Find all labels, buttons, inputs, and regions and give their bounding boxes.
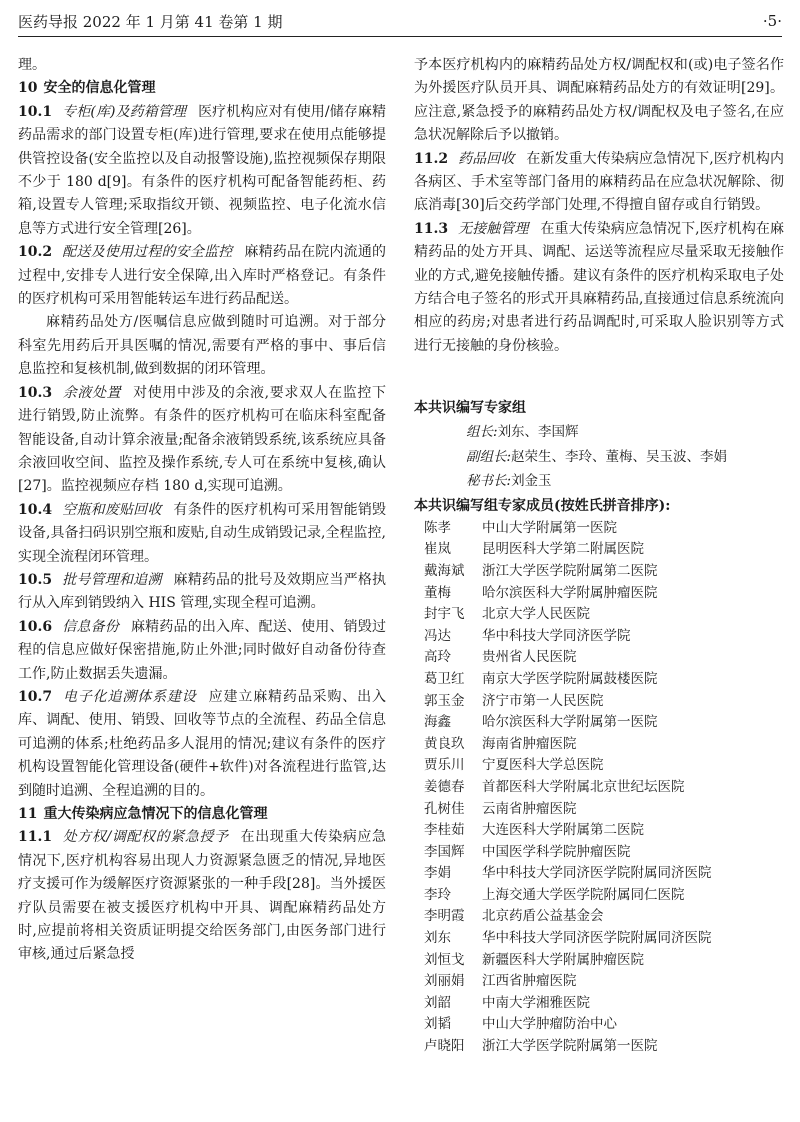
member-row [414, 928, 784, 950]
member-row [414, 950, 784, 972]
role-line [414, 469, 784, 494]
paragraph: 麻精药品处方/医嘱信息应做到随时可追溯。对于部分科室先用药后开具医嘱的情况,需要有严格的事中、事后信息监控和复核机制,做到数据的闭环管理。 [18, 314, 386, 378]
role-line [414, 445, 784, 470]
member-row [414, 561, 784, 583]
member-name: 李娟 [424, 865, 451, 882]
subsection-10-4: 10.4 空瓶和废贴回收 有条件的医疗机构可采用智能销毁设备,具备扫码识别空瓶和废贴,自动生成销毁记录,全程监控,实现全流程闭环管理。 [18, 501, 387, 565]
member-affiliation: 中国医学科学院肿瘤医院 [482, 843, 631, 860]
member-affiliation: 华中科技大学同济医学院附属同济医院 [482, 930, 712, 947]
member-name: 黄良玖 [424, 735, 465, 752]
member-affiliation: 贵州省人民医院 [482, 649, 577, 666]
member-row [414, 755, 784, 777]
member-row [414, 1014, 784, 1036]
member-affiliation: 宁夏医科大学总医院 [482, 757, 604, 774]
member-name: 卢晓阳 [424, 1038, 465, 1055]
member-name: 冯达 [424, 627, 451, 644]
subsection-10-5: 10.5 批号管理和追溯 麻精药品的批号及效期应当严格执行从入库到销毁纳入 HIS 管理,实现全程可追溯。 [18, 571, 387, 612]
member-name: 郭玉金 [424, 692, 465, 709]
member-row [414, 842, 784, 864]
member-name: 刘韬 [424, 1016, 451, 1033]
member-affiliation: 华中科技大学同济医学院附属同济医院 [482, 865, 712, 882]
member-affiliation: 南京大学医学院附属鼓楼医院 [482, 670, 658, 687]
role-names: 赵荣生、李玲、董梅、吴玉波、李娟 [511, 448, 728, 465]
member-row [414, 971, 784, 993]
member-row [414, 647, 784, 669]
member-affiliation: 浙江大学医学院附属第一医院 [482, 1038, 658, 1055]
member-affiliation: 北京药盾公益基金会 [482, 908, 604, 925]
member-affiliation: 济宁市第一人民医院 [482, 692, 604, 709]
member-list [414, 518, 784, 1058]
member-name: 陈孝 [424, 519, 451, 536]
member-row [414, 799, 784, 821]
member-name: 葛卫红 [424, 670, 465, 687]
role-label: 秘书长: [466, 473, 512, 490]
member-name: 李桂茹 [424, 822, 465, 839]
member-row [414, 777, 784, 799]
subsection-11-2: 11.2 药品回收 在新发重大传染病应急情况下,医疗机构内各病区、手术室等部门备用的麻精药品在应急状况解除、彻底消毒[30]后交药学部门处理,不得擅自留存或自行销毁。 [414, 150, 784, 214]
member-affiliation: 中南大学湘雅医院 [482, 994, 590, 1011]
member-affiliation: 哈尔滨医科大学附属肿瘤医院 [482, 584, 658, 601]
member-name: 刘恒戈 [424, 951, 465, 968]
member-name: 姜德春 [424, 778, 465, 795]
member-name: 孔树佳 [424, 800, 465, 817]
member-name: 李明霞 [424, 908, 465, 925]
member-row [414, 712, 784, 734]
member-affiliation: 上海交通大学医学院附属同仁医院 [482, 886, 685, 903]
role-names: 刘东、李国辉 [497, 424, 579, 441]
member-affiliation: 首都医科大学附属北京世纪坛医院 [482, 778, 685, 795]
spacer [414, 358, 784, 396]
member-affiliation: 江西省肿瘤医院 [482, 973, 577, 990]
member-name: 刘丽娟 [424, 973, 465, 990]
subsection-11-3: 11.3 无接触管理 在重大传染病应急情况下,医疗机构在麻精药品的处方开具、调配、运送等流程应尽量采取无接触作业的方式,避免接触传播。建议有条件的医疗机构采取电子处方结合电子签名的形式开具麻精药品,直接通过信息系统流向相应的药房;对患者进行药品调配时,可采取人脸识别等方式进行无接触的身份核验。 [414, 220, 784, 354]
left-column [18, 54, 386, 967]
member-affiliation: 昆明医科大学第二附属医院 [482, 541, 644, 558]
role-names: 刘金玉 [511, 473, 552, 490]
member-name: 海鑫 [424, 714, 451, 731]
right-column [414, 54, 784, 1058]
subsection-10-6: 10.6 信息备份 麻精药品的出入库、配送、使用、销毁过程的信息应做好保密措施,防止外泄;同时做好自动备份待查工作,防止数据丢失遗漏。 [18, 618, 387, 682]
member-row [414, 863, 784, 885]
members-title: 本共识编写组专家成员(按姓氏拼音排序): [414, 497, 671, 514]
member-affiliation: 哈尔滨医科大学附属第一医院 [482, 714, 658, 731]
running-header [18, 6, 782, 37]
member-row [414, 539, 784, 561]
section-heading-10: 10 安全的信息化管理 [18, 80, 156, 97]
role-line [414, 420, 784, 445]
section-heading-11: 11 重大传染病应急情况下的信息化管理 [18, 806, 268, 822]
member-name: 李国辉 [424, 843, 465, 860]
member-row [414, 518, 784, 540]
member-affiliation: 浙江大学医学院附属第二医院 [482, 562, 658, 579]
member-name: 戴海斌 [424, 562, 465, 579]
member-row [414, 734, 784, 756]
member-row [414, 885, 784, 907]
member-name: 高玲 [424, 649, 451, 666]
subsection-10-7: 10.7 电子化追溯体系建设 应建立麻精药品采购、出入库、调配、使用、销毁、回收等节点的全流程、药品全信息可追溯的体系;杜绝药品多人混用的情况;建议有条件的医疗机构设置智能化管理设备(硬件+软件)对各流程进行监管,达到随时追溯、全程追溯的目的。 [18, 688, 387, 799]
member-name: 刘韶 [424, 994, 451, 1011]
member-row [414, 669, 784, 691]
member-row [414, 993, 784, 1015]
member-row [414, 1036, 784, 1058]
member-name: 崔岚 [424, 541, 451, 558]
member-row [414, 583, 784, 605]
subsection-10-2: 10.2 配送及使用过程的安全监控 麻精药品在院内流通的过程中,安排专人进行安全保障,出入库时严格登记。有条件的医疗机构可采用智能转运车进行药品配送。 [18, 244, 387, 308]
member-row [414, 626, 784, 648]
subsection-11-1: 11.1 处方权/调配权的紧急授予 在出现重大传染病应急情况下,医疗机构容易出现人力资源紧急匮乏的情况,异地医疗支援可作为缓解医疗资源紧张的一种手段[28]。当外援医疗队员需要在被支援医疗机构中开具、调配麻精药品处方时,应提前将相关资质证明提交给医务部门,由医务部门进行审核,通过后紧急授 [18, 829, 386, 963]
role-list [414, 420, 784, 494]
member-name: 刘东 [424, 930, 451, 947]
member-affiliation: 海南省肿瘤医院 [482, 735, 577, 752]
member-affiliation: 新疆医科大学附属肿瘤医院 [482, 951, 644, 968]
member-name: 董梅 [424, 584, 451, 601]
member-row [414, 691, 784, 713]
subsection-10-1: 10.1 专柜(库)及药箱管理 医疗机构应对有使用/储存麻精药品需求的部门设置专柜(库)进行管理,要求在使用点能够提供管控设备(安全监控以及自动报警设施),监控视频保存期限不少于 180 d[9]。有条件的医疗机构可配备智能药柜、药箱,设置专人管理;采取指纹开锁、视频监控、电子化流水信息等方式进行安全管理[26]。 [18, 103, 386, 237]
expert-group-title: 本共识编写专家组 [414, 400, 526, 417]
role-label: 副组长: [466, 448, 512, 465]
subsection-10-3: 10.3 余液处置 对使用中涉及的余液,要求双人在监控下进行销毁,防止流弊。有条件的医疗机构可在临床科室配备智能设备,自动计算余液量;配备余液销毁系统,该系统应具备余液回收空间、监控及操作系统,专人可在系统中复核,确认[27]。监控视频应存档 180 d,实现可追溯。 [18, 384, 387, 495]
member-affiliation: 北京大学人民医院 [482, 606, 590, 623]
paragraph: 予本医疗机构内的麻精药品处方权/调配权和(或)电子签名作为外援医疗队员开具、调配麻精药品处方的有效证明[29]。应注意,紧急授予的麻精药品处方权/调配权及电子签名,在应急状况解除后予以撤销。 [414, 57, 784, 144]
member-row [414, 820, 784, 842]
member-affiliation: 华中科技大学同济医学院 [482, 627, 631, 644]
member-row [414, 906, 784, 928]
page-number: ·5· [762, 12, 782, 30]
member-name: 李玲 [424, 886, 451, 903]
journal-info: 医药导报 2022 年 1 月第 41 卷第 1 期 [18, 12, 283, 31]
role-label: 组长: [466, 424, 498, 441]
member-affiliation: 中山大学附属第一医院 [482, 519, 617, 536]
member-affiliation: 云南省肿瘤医院 [482, 800, 577, 817]
member-row [414, 604, 784, 626]
member-affiliation: 大连医科大学附属第二医院 [482, 822, 644, 839]
paragraph: 理。 [18, 57, 46, 73]
member-affiliation: 中山大学肿瘤防治中心 [482, 1016, 617, 1033]
member-name: 贾乐川 [424, 757, 465, 774]
member-name: 封宇飞 [424, 606, 465, 623]
